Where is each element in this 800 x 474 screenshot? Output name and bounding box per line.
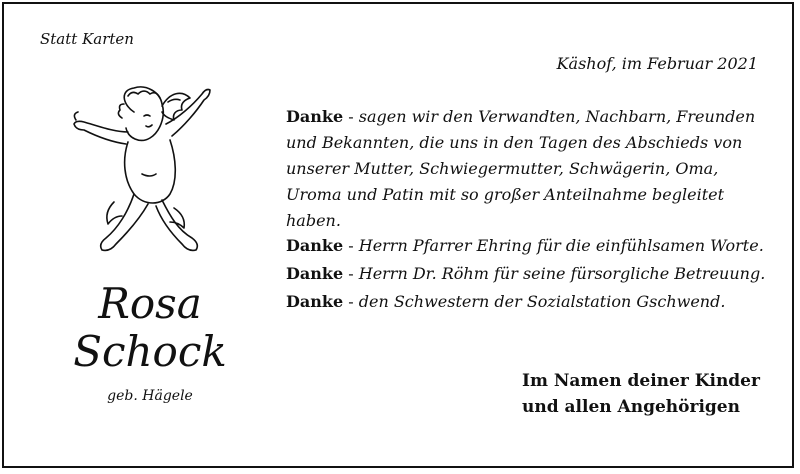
- thanks-item-sozialstation: [286, 288, 766, 316]
- last-name: Schock: [73, 327, 227, 376]
- thanks-text: Herrn Pfarrer Ehring für die einfühlsamen Worte.: [358, 236, 764, 255]
- signature-line-1: Im Namen deiner Kinder: [522, 371, 760, 391]
- thanks-keyword: Danke: [286, 264, 344, 283]
- first-name: Rosa: [98, 279, 202, 328]
- thanks-list: [286, 232, 766, 316]
- deceased-name-block: [60, 280, 240, 404]
- thanks-keyword: Danke: [286, 236, 344, 255]
- thanks-separator: -: [348, 107, 354, 126]
- place-date: Käshof, im Februar 2021: [556, 54, 758, 73]
- signature-block: [522, 368, 760, 420]
- signature-line-2: und allen Angehörigen: [522, 397, 740, 417]
- thanks-separator: -: [348, 264, 354, 283]
- thanks-keyword: Danke: [286, 292, 344, 311]
- thanks-paragraph: [286, 104, 766, 234]
- thanks-item-doctor: [286, 260, 766, 288]
- thanks-text: Herrn Dr. Röhm für seine fürsorgliche Betreuung.: [358, 264, 766, 283]
- statt-karten-label: Statt Karten: [40, 30, 134, 48]
- thanks-keyword: Danke: [286, 107, 344, 126]
- thanks-separator: -: [348, 236, 354, 255]
- thanks-text: den Schwestern der Sozialstation Gschwend.: [358, 292, 726, 311]
- birth-name: geb. Hägele: [107, 388, 193, 404]
- thanks-separator: -: [348, 292, 354, 311]
- cherub-icon: [62, 82, 222, 260]
- thanks-item-pfarrer: [286, 232, 766, 260]
- thanks-text: sagen wir den Verwandten, Nachbarn, Freunden und Bekannten, die uns in den Tagen des Abschieds von unserer Mutter, Schwiegermutter, Schwägerin, Oma, Uroma und Patin mit so großer Anteilnahme begleitet haben.: [286, 107, 756, 230]
